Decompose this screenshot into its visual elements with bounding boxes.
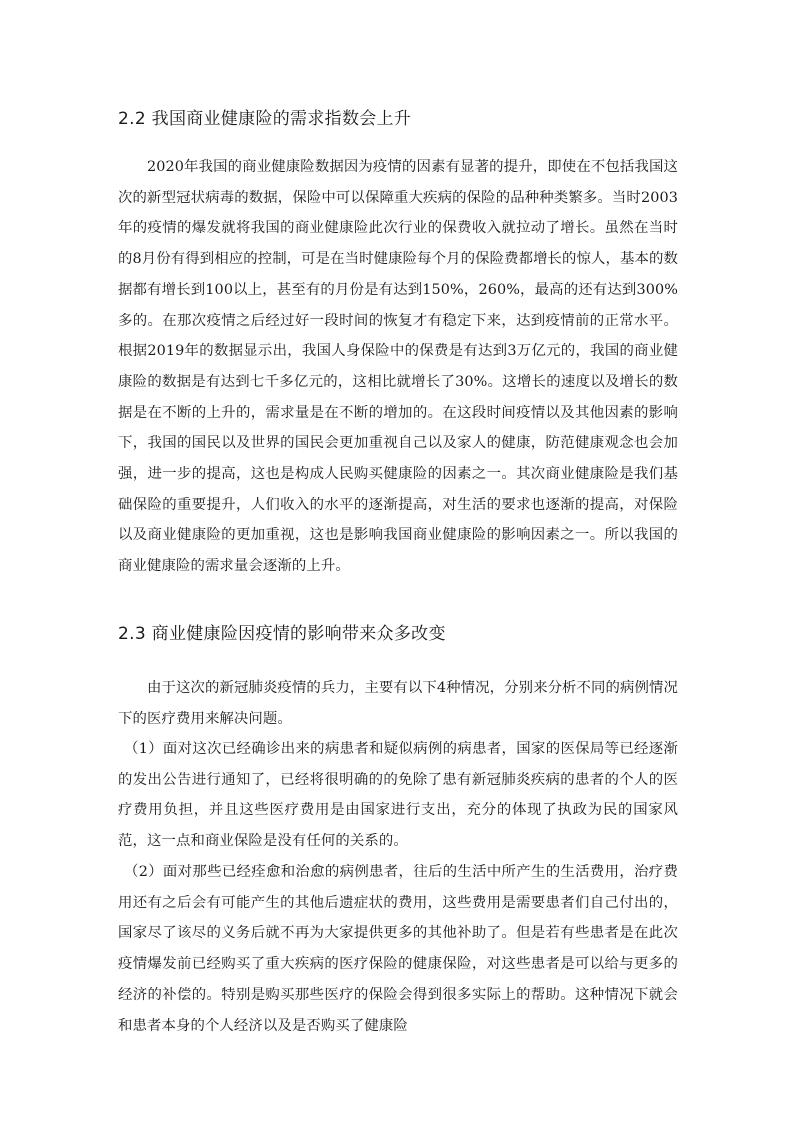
list-item-2: （2）面对那些已经痊愈和治愈的病例患者，往后的生活中所产生的生活费用，治疗费用还有之后会有可能产生的其他后遗症状的费用，这些费用是需要患者们自己付出的，国家尽了该尽的义务后就不再为大家提供更多的其他补助了。但是若有些患者是在此次疫情爆发前已经购买了重大疾病的医疗保险的健康保险，对这些患者是可以给与更多的经济的补偿的。特别是购买那些医疗的保险会得到很多实际上的帮助。这种情况下就会和患者本身的个人经济以及是否购买了健康险 [118, 864, 678, 1034]
section-heading-2-2: 2.2 我国商业健康险的需求指数会上升 [118, 109, 412, 129]
list-item-1: （1）面对这次已经确诊出来的病患者和疑似病例的病患者，国家的医保局等已经逐渐的发出公告进行通知了，已经将很明确的的免除了患有新冠肺炎疾病的患者的个人的医疗费用负担，并且这些医疗费用是由国家进行支出，充分的体现了执政为民的国家风范，这一点和商业保险是没有任何的关系的。 [118, 741, 678, 850]
section-2-2-paragraph: 2020年我国的商业健康险数据因为疫情的因素有显著的提升，即使在不包括我国这次的新型冠状病毒的数据，保险中可以保障重大疾病的保险的品种种类繁多。当时2003年的疫情的爆发就将我国的商业健康险此次行业的保费收入就拉动了增长。虽然在当时的8月份有得到相应的控制，可是在当时健康险每个月的保险费都增长的惊人，基本的数据都有增长到100以上，甚至有的月份是有达到150%，260%，最高的还有达到300%多的。在那次疫情之后经过好一段时间的恢复才有稳定下来，达到疫情前的正常水平。根据2019年的数据显示出，我国人身保险中的保费是有达到3万亿元的，我国的商业健康险的数据是有达到七千多亿元的，这相比就增长了30%。这增长的速度以及增长的数据是在不断的上升的，需求量是在不断的增加的。在这段时间疫情以及其他因素的影响下，我国的国民以及世界的国民会更加重视自己以及家人的健康，防范健康观念也会加强，进一步的提高，这也是构成人民购买健康险的因素之一。其次商业健康险是我们基础保险的重要提升，人们收入的水平的逐渐提高，对生活的要求也逐渐的提高，对保险以及商业健康险的更加重视，这也是影响我国商业健康险的影响因素之一。所以我国的商业健康险的需求量会逐渐的上升。 [118, 159, 678, 575]
section-heading-2-3: 2.3 商业健康险因疫情的影响带来众多改变 [118, 624, 446, 644]
section-2-3-intro: 由于这次的新冠肺炎疫情的兵力，主要有以下4种情况，分别来分析不同的病例情况下的医疗费用来解决问题。 [118, 680, 678, 727]
